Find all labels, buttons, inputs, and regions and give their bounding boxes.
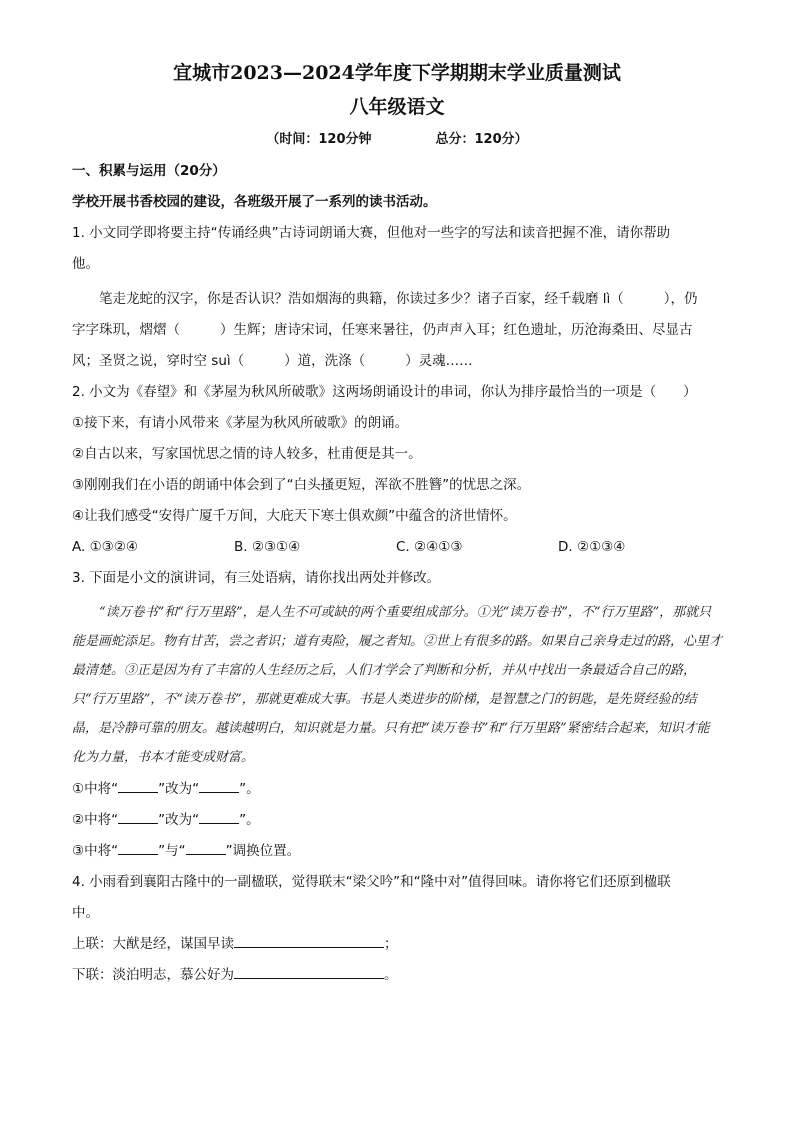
answer-blank[interactable] — [199, 778, 239, 793]
q4-text: 下联：淡泊明志，慕公好为 — [72, 967, 234, 983]
q3-text: ”改为“ — [158, 781, 200, 797]
q3-text: ①中将“ — [72, 781, 119, 797]
q2-stem: 2. 小文为《春望》和《茅屋为秋风所破歌》这两场朗诵设计的串词，你认为排序最恰当的一项是（ ） — [72, 384, 697, 400]
q3-revision-3 — [72, 836, 722, 867]
q1-passage-text: ）生辉；唐诗宋词，任寒来暑往，仍声声入耳；红色遗址，历沧海桑田、尽显古 — [220, 322, 693, 338]
q3-speech-passage: “读万卷书”和“行万里路”，是人生不可或缺的两个重要组成部分。①光“读万卷书”，不“行万里路”，那就只能是画蛇添足。物有甘苦，尝之者识；道有夷险，履之者知。②世上有很多的路。如果自己亲身走过的路，心里才最清楚。③正是因为有了丰富的人生经历之后，人们才学会了判断和分析，并从中找出一条最适合自己的路，只“行万里路”，不“读万卷书”，那就更难成大事。书是人类进步的阶梯，是智慧之门的钥匙，是先贤经验的结晶，是冷静可靠的朋友。越读越明白，知识就是力量。只有把“读万卷书”和“行万里路”紧密结合起来，知识才能化为力量，书本才能变成财富。 — [72, 605, 723, 765]
q4-stem: 4. 小雨看到襄阳古隆中的一副楹联，觉得联末“梁父吟”和“隆中对”值得回味。请你将它们还原到楹联 — [72, 874, 671, 890]
q3-revision-2 — [72, 805, 722, 836]
section-intro: 学校开展书香校园的建设，各班级开展了一系列的读书活动。 — [72, 194, 437, 210]
q3-text: ”。 — [239, 781, 260, 797]
exam-page — [72, 60, 722, 991]
q1-passage-text: 笔走龙蛇的汉字，你是否认识？浩如烟海的典籍，你读过多少？诸子百家，经千载磨 lì（ — [99, 291, 624, 307]
q3-text: ③中将“ — [72, 843, 119, 859]
q2-option-b[interactable]: B. ②③①④ — [234, 539, 301, 555]
answer-blank[interactable] — [234, 933, 384, 948]
q1-passage-line1 — [72, 284, 722, 315]
exam-time: （时间：120分钟 — [266, 132, 372, 147]
exam-title: 宜城市2023—2024学年度下学期期末学业质量测试 — [173, 62, 621, 84]
exam-subtitle: 八年级语文 — [349, 96, 445, 118]
answer-blank[interactable] — [118, 840, 158, 855]
q1-passage-text: ）道，洗涤（ — [284, 353, 366, 369]
exam-meta — [72, 130, 722, 150]
q3-stem: 3. 下面是小文的演讲词，有三处语病，请你找出两处并修改。 — [72, 570, 441, 586]
answer-blank[interactable] — [186, 840, 226, 855]
exam-score: 总分：120分） — [435, 132, 528, 147]
q1-passage-text: 字字珠玑，熠熠（ — [72, 322, 180, 338]
q2-option-a[interactable]: A. ①③②④ — [72, 539, 138, 555]
q3-text: ”改为“ — [158, 812, 200, 828]
q4-stem-cont: 中。 — [72, 905, 99, 921]
q4-text: 上联：大猷是经，谋国早读 — [72, 936, 234, 952]
q1-stem: 1. 小文同学即将要主持“传诵经典”古诗词朗诵大赛，但他对一些字的写法和读音把握不准，请你帮助 — [72, 225, 671, 241]
q2-item: ④让我们感受“安得广厦千万间，大庇天下寒士俱欢颜”中蕴含的济世情怀。 — [72, 508, 517, 524]
q3-text: ”调换位置。 — [225, 843, 301, 859]
q4-text: 。 — [384, 967, 398, 983]
q3-revision-1 — [72, 774, 722, 805]
q4-upper-couplet — [72, 929, 722, 960]
answer-blank[interactable] — [234, 964, 384, 979]
q3-text: ”与“ — [158, 843, 186, 859]
q1-passage-line3 — [72, 346, 722, 377]
answer-blank[interactable] — [118, 809, 158, 824]
q1-passage-line2 — [72, 315, 722, 346]
q2-item: ①接下来，有请小风带来《茅屋为秋风所破歌》的朗诵。 — [72, 415, 409, 431]
answer-blank[interactable] — [118, 778, 158, 793]
answer-blank[interactable] — [199, 809, 239, 824]
q1-passage-text: ）灵魂…… — [405, 353, 473, 369]
q3-text: ②中将“ — [72, 812, 119, 828]
q2-item: ③刚刚我们在小语的朗诵中体会到了“白头搔更短，浑欲不胜簪”的忧思之深。 — [72, 477, 531, 493]
section-heading: 一、积累与运用（20分） — [72, 163, 226, 179]
q2-options — [72, 532, 722, 563]
q2-option-d[interactable]: D. ②①③④ — [558, 539, 626, 555]
q1-passage-text: ），仍 — [663, 291, 698, 307]
q1-stem-cont: 他。 — [72, 256, 99, 272]
q4-lower-couplet — [72, 960, 722, 991]
q1-passage-text: 风；圣贤之说，穿时空 suì（ — [72, 353, 245, 369]
q2-option-c[interactable]: C. ②④①③ — [396, 539, 463, 555]
q4-text: ； — [384, 936, 398, 952]
q3-text: ”。 — [239, 812, 260, 828]
q2-item: ②自古以来，写家国忧思之情的诗人较多，杜甫便是其一。 — [72, 446, 422, 462]
